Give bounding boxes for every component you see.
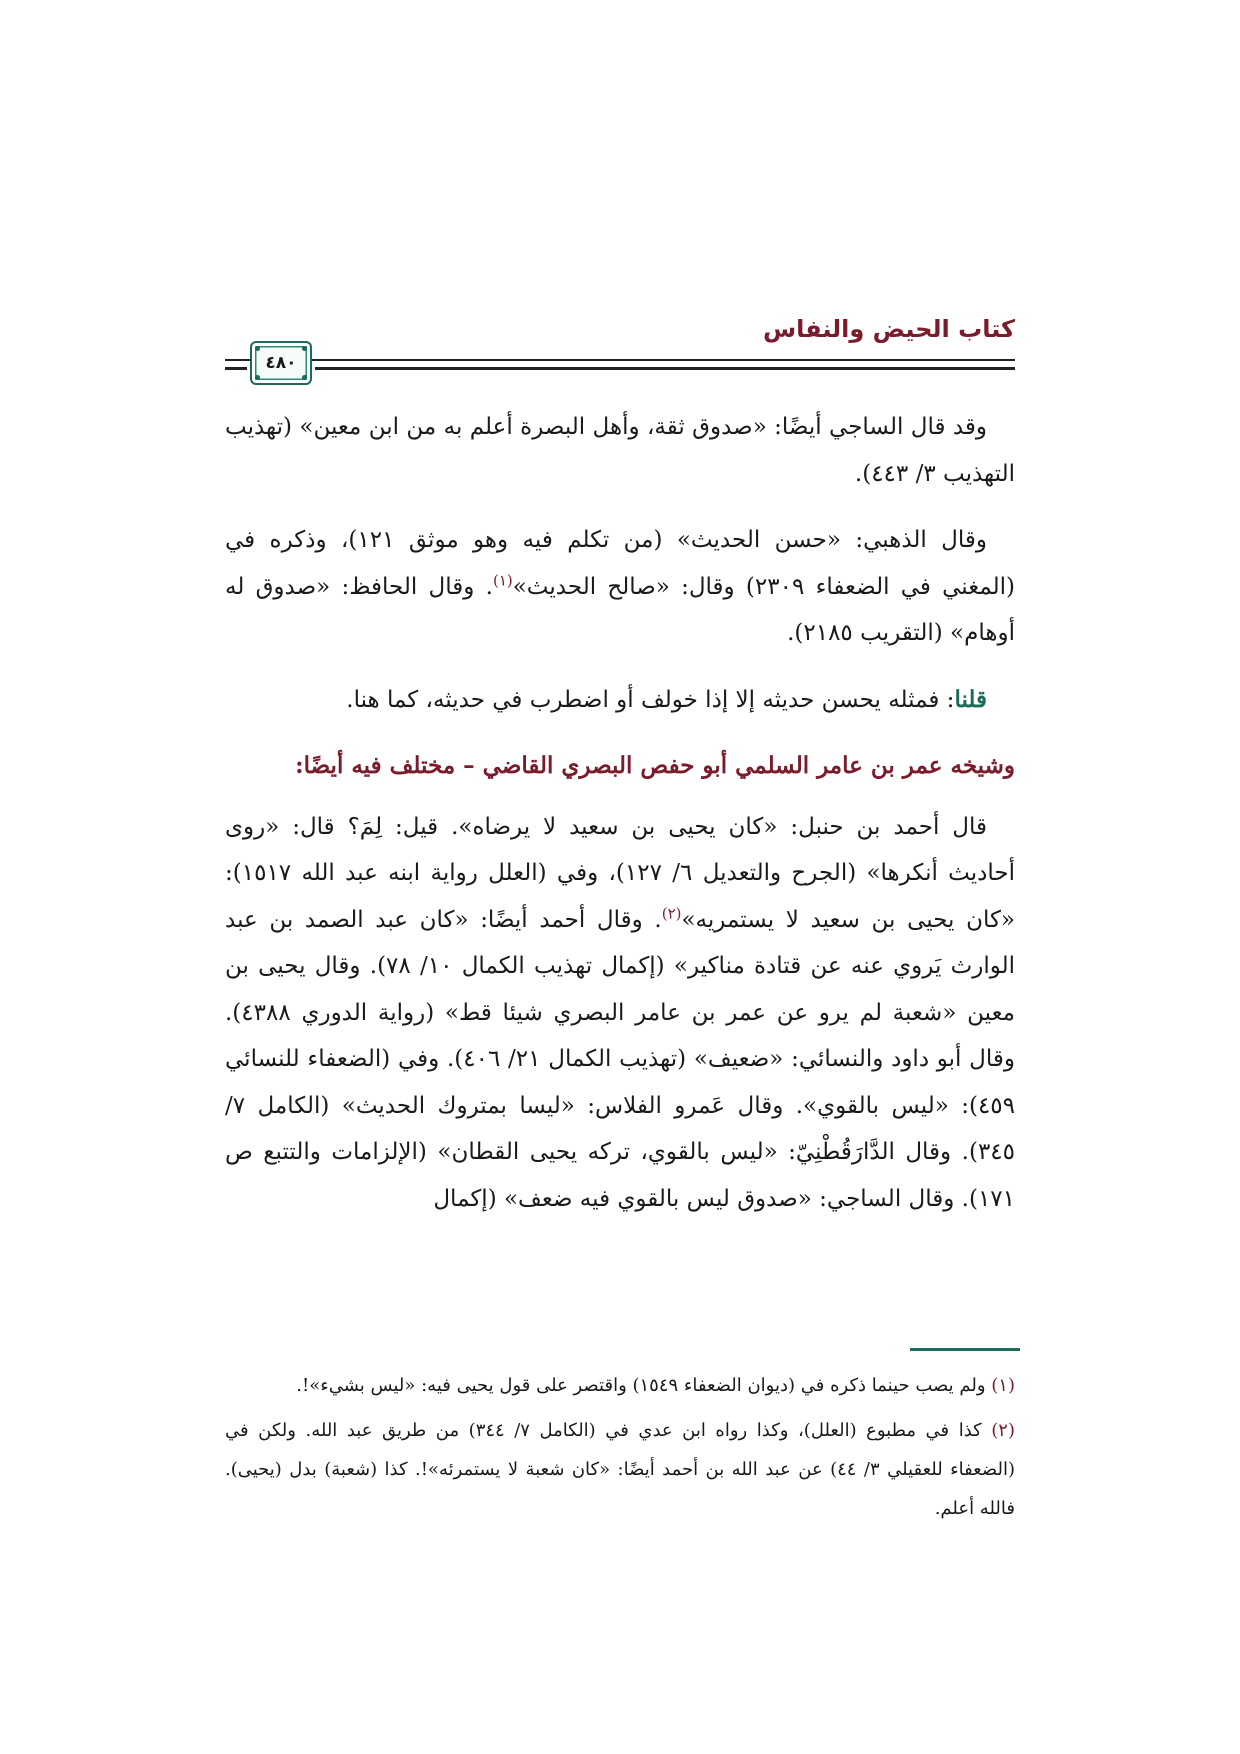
badge-ornament <box>302 346 307 351</box>
header-rule-top <box>225 359 1015 361</box>
paragraph-ahmad <box>225 804 1015 1223</box>
main-text <box>225 404 1015 1222</box>
footnote-marker: (٢) <box>991 1420 1015 1441</box>
footnote-1 <box>225 1366 1015 1405</box>
header-rule-left-b <box>225 367 247 370</box>
page-header <box>225 315 1015 385</box>
page-number-badge <box>250 341 312 385</box>
badge-ornament <box>255 375 260 380</box>
footnote-marker: (١) <box>991 1375 1015 1396</box>
header-rule-left-a <box>225 359 247 361</box>
page-number: ٤٨٠ <box>265 353 297 373</box>
paragraph-saji: وقد قال الساجي أيضًا: «صدوق ثقة، وأهل البصرة أعلم به من ابن معين» (تهذيب التهذيب ٣/ ٤٤٣). <box>225 414 1015 487</box>
footnote-text: كذا في مطبوع (العلل)، وكذا رواه ابن عدي في (الكامل ٧/ ٣٤٤) من طريق عبد الله. ولكن في (الضعفاء للعقيلي ٣/ ٤٤) عن عبد الله بن أحمد أيضًا: «كان شعبة لا يستمرئه»!. كذا (شعبة) بدل (يحيى). فالله أعلم. <box>225 1420 1015 1519</box>
paragraph-qulna <box>225 677 1015 724</box>
paragraph-text: وقال الذهبي: «حسن الحديث» (من تكلم فيه وهو موثق ١٢١)، وذكره في (المغني في الضعفاء ٢٣٠٩) وقال: «صالح الحديث» <box>225 527 1016 600</box>
footnote-ref-2[interactable]: (٢) <box>661 903 682 922</box>
paragraph-text: قال أحمد بن حنبل: «كان يحيى بن سعيد لا يرضاه». قيل: لِمَ؟ قال: «روى أحاديث أنكرها» (الجرح والتعديل ٦/ ١٢٧)، وفي (العلل رواية ابنه عبد الله ١٥١٧): «كان يحيى بن سعيد لا يستمريه» <box>225 813 1016 933</box>
footnote-separator <box>910 1348 1020 1351</box>
paragraph-text: . وقال أحمد أيضًا: «كان عبد الصمد بن عبد الوارث يَروي عنه عن قتادة مناكير» (إكمال تهذيب الكمال ١٠/ ٧٨). وقال يحيى بن معين «شعبة لم يرو عن عمر بن عامر البصري شيئا قط» (رواية الدوري ٤٣٨٨). وقال أبو داود والنسائي: «ضعيف» (تهذيب الكمال ٢١/ ٤٠٦). وفي (الضعفاء للنسائي ٤٥٩): «ليس بالقوي». وقال عَمرو الفلاس: «ليسا بمتروك الحديث» (الكامل ٧/ ٣٤٥). وقال الدَّارَقُطْنِيّ: «ليس بالقوي، تركه يحيى القطان» (الإلزامات والتتبع ص ١٧١). وقال الساجي: «صدوق ليس بالقوي فيه ضعف» (إكمال <box>225 906 1015 1212</box>
footnotes <box>225 1366 1015 1534</box>
footnote-ref-1[interactable]: (١) <box>492 570 513 589</box>
badge-ornament <box>255 346 260 351</box>
section-heading: وشيخه عمر بن عامر السلمي أبو حفص البصري القاضي – مختلف فيه أيضًا: <box>295 752 1015 779</box>
header-rule-bottom <box>315 367 1015 370</box>
paragraph-text: : فمثله يحسن حديثه إلا إذا خولف أو اضطرب في حديثه، كما هنا. <box>346 686 955 713</box>
qulna-label: قلنا <box>954 685 987 713</box>
book-title: كتاب الحيض والنفاس <box>762 315 1015 343</box>
footnote-2 <box>225 1411 1015 1528</box>
paragraph-text: . وقال الحافظ: «صدوق له أوهام» (التقريب ٢١٨٥). <box>225 573 1015 646</box>
badge-ornament <box>302 375 307 380</box>
footnote-text: ولم يصب حينما ذكره في (ديوان الضعفاء ١٥٤٩) واقتصر على قول يحيى فيه: «ليس بشيء»!. <box>296 1375 986 1396</box>
paragraph-dhahabi <box>225 517 1015 657</box>
